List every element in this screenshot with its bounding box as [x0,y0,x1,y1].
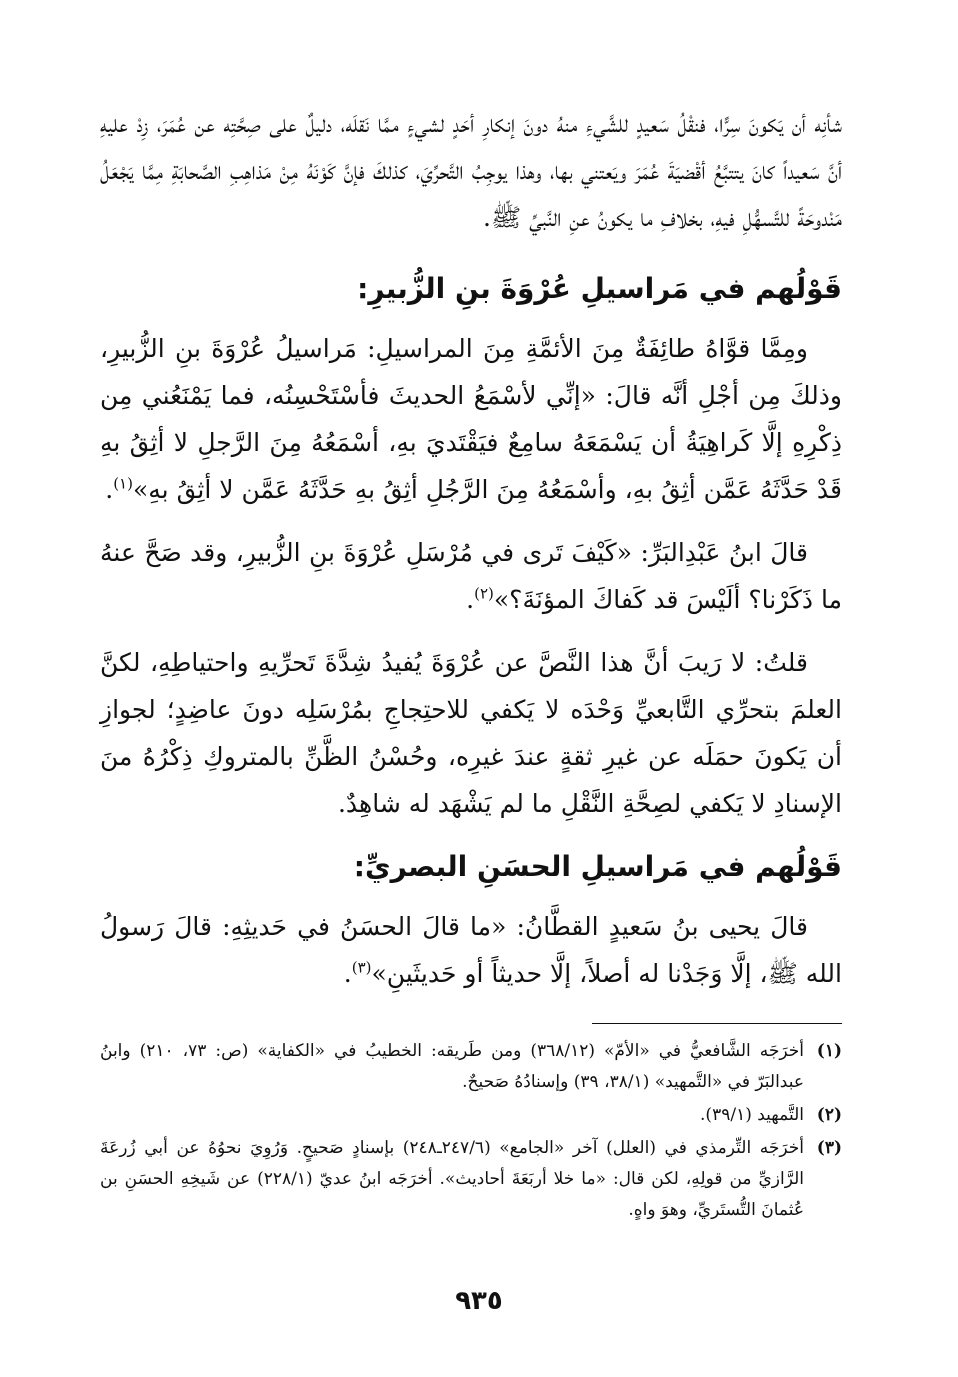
footnote-text: أخرَجَه الشَّافعيُّ في «الأمّ» (٣٦٨/١٢) ومن طَريقه: الخطيبُ في «الكفاية» (ص: ٧٣، ٢١٠) وابنُ عبدالبَرّ في «التَّمهيد» (٣٨/١، ٣٩) وإسنادُهُ صَحيحٌ. [100,1041,805,1092]
page-number: ٩٣٥ [455,1286,503,1316]
urwa-paragraph-2-end: . [466,585,475,614]
intro-paragraph: شأنِه أن يَكونَ سِرًّا، فنقْلُ سَعيدٍ للشَّيءِ منهُ دونَ إنكارِ أحَدٍ لشيءٍ ممَّا نَقلَه، دليلٌ على صِحَّتِه عن عُمَرَ، زِدْ عليهِ أنَّ سَعيداً كانَ يتتبَّعُ أقْضيَةَ عُمَرَ ويَعتني بها، وهذا يوجِبُ التَّحرِّيَ، كذلكَ فإنَّ كَوْنَهُ مِنْ مَذاهِبِ الصَّحابَةِ مِمَّا يَجْعَلُ مَنْدوحَةً للتَّسهُّلِ فيهِ، بخلافِ ما يكونُ عنِ النَّبيِّ ﷺ. [100,109,842,232]
urwa-paragraph-2 [100,529,842,623]
footnote-item [100,1133,842,1226]
section-heading-hasan: قَوْلُهم في مَراسيلِ الحسَنِ البصريِّ: [353,850,842,883]
footnote-ref-1[interactable]: (١) [113,474,133,493]
footnote-item [100,1036,842,1098]
footnotes [100,1036,842,1226]
footnote-ref-3[interactable]: (٣) [351,958,372,977]
hasan-paragraph-1-text: قالَ يحيى بنُ سَعيدٍ القطَّانُ: «ما قالَ الحسَنُ في حَديثِهِ: قالَ رَسولُ الله ﷺ، إلَّا وَجَدْنا له أصلاً، إلَّا حديثاً أو حَديثَينِ» [100,912,842,988]
urwa-paragraph-2-text: قالَ ابنُ عَبْدِالبَرِّ: «كَيْفَ تَرى في مُرْسَلِ عُرْوَةَ بنِ الزُّبيرِ، وقد صَحَّ عنهُ ما ذَكَرْنا؟ ألَيْسَ قد كَفاكَ المؤنَةَ؟» [100,538,842,614]
footnote-text: أخرَجَه التِّرمذي في (العلل) آخر «الجامع» (٢٤٧/٦ـ٢٤٨) بإسنادٍ صَحيحٍ. وَرُوِيَ نحوُهُ عن أبي زُرعَةَ الرَّازيِّ من قولِهِ، لكن قال: «ما خلا أربَعَةَ أحاديث». أخرَجَه ابنُ عديّ (٢٢٨/١) عن شَيخِهِ الحسَنِ بن عُثمانَ التُّستَريِّ، وهوَ واهٍ. [100,1138,804,1220]
urwa-paragraph-1-end: . [105,475,114,504]
footnote-text: التَّمهيد (٣٩/١). [700,1105,804,1125]
footnote-number: (٢) [816,1105,842,1125]
footnote-item [100,1100,842,1131]
urwa-paragraph-1-text: ومِمَّا قوَّاهُ طائِفَةٌ مِنَ الأئمَّةِ مِنَ المراسيلِ: مَراسيلُ عُرْوَةَ بنِ الزُّبيرِ، وذلكَ مِن أجْلِ أنَّه قالَ: «إنِّي لأسْمَعُ الحديثَ فأسْتَحْسِنُه، فما يَمْنَعُني مِن ذِكْرِهِ إلَّا كَراهِيَةُ أن يَسْمَعَهُ سامِعٌ فيَقْتَديَ بهِ، أسْمَعُهُ مِنَ الرَّجلِ لا أثِقُ بهِ قَدْ حَدَّثَهُ عَمَّن أثِقُ بهِ، وأسْمَعُهُ مِنَ الرَّجُلِ أثِقُ بهِ حَدَّثَهُ عَمَّن لا أثِقُ بهِ» [100,334,842,504]
footnote-separator [592,1023,842,1024]
section-heading-urwa: قَوْلُهم في مَراسيلِ عُرْوَةَ بنِ الزُّبيرِ: [357,272,842,305]
hasan-paragraph-1 [100,903,842,997]
book-page [100,100,842,1228]
urwa-paragraph-3: قلتُ: لا رَيبَ أنَّ هذا النَّصَّ عن عُرْوَةَ يُفيدُ شِدَّةَ تَحرِّيهِ واحتياطِهِ، لكنَّ العلمَ بتحرِّي التَّابعيِّ وَحْدَه لا يَكفي للاحتِجاجِ بمُرْسَلِه دونَ عاضِدٍ؛ لجوازِ أن يَكونَ حمَلَه عن غيرِ ثقةٍ عندَ غيرِه، وحُسْنُ الظَّنِّ بالمتروكِ ذِكْرُهُ منَ الإسنادِ لا يَكفي لصِحَّةِ النَّقْلِ ما لم يَشْهَد له شاهِدٌ. [100,648,842,818]
urwa-paragraph-1 [100,325,842,513]
hasan-paragraph-1-end: . [343,959,352,988]
footnote-number: (١) [816,1041,842,1061]
footnote-ref-2[interactable]: (٢) [474,584,494,603]
footnote-number: (٣) [816,1138,842,1158]
